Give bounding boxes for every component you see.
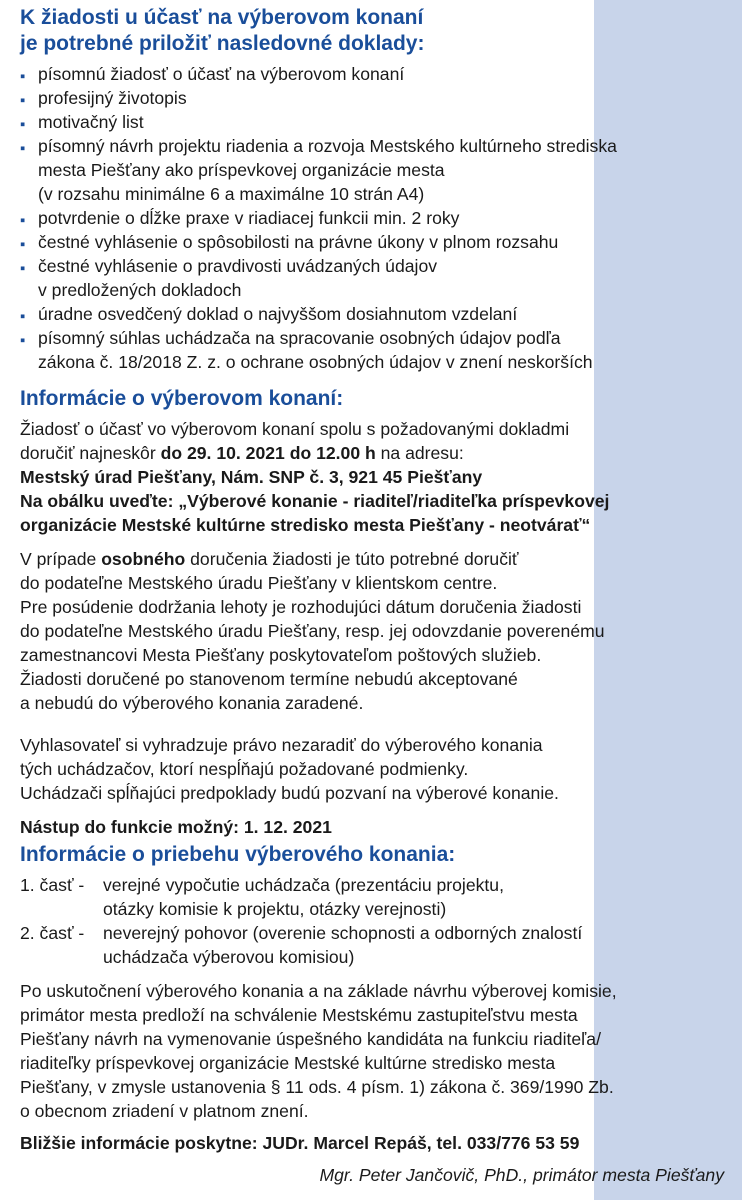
signature: Mgr. Peter Jančovič, PhD., primátor mesta Piešťany (319, 1165, 724, 1185)
deadline-date: do 29. 10. 2021 do 12.00 h (160, 443, 376, 463)
requirement-item: úradne osvedčený doklad o najvyššom dosiahnutom vzdelaní (38, 304, 518, 324)
requirement-item: písomný súhlas uchádzača na spracovanie osobných údajov podľa (38, 328, 561, 348)
bullet-icon: ▪ (20, 308, 26, 325)
bullet-icon: ▪ (20, 68, 26, 85)
envelope-line: Na obálku uveďte: „Výberové konanie - riaditeľ/riaditeľka príspevkovej (20, 491, 610, 511)
closing-line: Piešťany návrh na vymenovanie úspešného kandidáta na funkciu riaditeľa/ (20, 1029, 601, 1049)
deadline-line (20, 443, 464, 464)
closing-line: riaditeľky príspevkovej organizácie Mestské kultúrne stredisko mesta (20, 1053, 556, 1073)
paragraph-line: a nebudú do výberového konania zaradené. (20, 693, 364, 713)
closing-line: o obecnom zriadení v platnom znení. (20, 1101, 309, 1121)
part2-label: 2. časť - (20, 923, 85, 943)
paragraph-line: Žiadosti doručené po stanovenom termíne nebudú akceptované (20, 669, 518, 689)
requirement-item-continuation: v predložených dokladoch (38, 280, 242, 300)
requirement-item: písomný návrh projektu riadenia a rozvoja Mestského kultúrneho strediska (38, 136, 617, 156)
requirement-item: písomnú žiadosť o účasť na výberovom konaní (38, 64, 405, 84)
requirement-item-continuation: mesta Piešťany ako príspevkovej organizácie mesta (38, 160, 445, 180)
requirement-item: čestné vyhlásenie o spôsobilosti na právne úkony v plnom rozsahu (38, 232, 559, 252)
requirement-item: profesijný životopis (38, 88, 187, 108)
text-fragment-bold: osobného (101, 549, 186, 569)
bullet-icon: ▪ (20, 332, 26, 349)
requirement-item: motivačný list (38, 112, 144, 132)
requirement-item: čestné vyhlásenie o pravdivosti uvádzaných údajov (38, 256, 438, 276)
paragraph-line: Vyhlasovateľ si vyhradzuje právo nezaradiť do výberového konania (20, 735, 543, 755)
part1-text: otázky komisie k projektu, otázky verejnosti) (103, 899, 447, 919)
paragraph-line: Uchádzači spĺňajúci predpoklady budú pozvaní na výberové konanie. (20, 783, 559, 803)
requirement-item: potvrdenie o dĺžke praxe v riadiacej funkcii min. 2 roky (38, 208, 460, 228)
part2-text: neverejný pohovor (overenie schopnosti a odborných znalostí (103, 923, 583, 943)
bullet-icon: ▪ (20, 92, 26, 109)
closing-line: primátor mesta predloží na schválenie Mestskému zastupiteľstvu mesta (20, 1005, 578, 1025)
paragraph-line: zamestnancovi Mesta Piešťany poskytovateľom poštových služieb. (20, 645, 542, 665)
closing-line: Piešťany, v zmysle ustanovenia § 11 ods. 4 písm. 1) zákona č. 369/1990 Zb. (20, 1077, 614, 1097)
info-heading: Informácie o výberovom konaní: (20, 387, 344, 410)
paragraph-line: Pre posúdenie dodržania lehoty je rozhodujúci dátum doručenia žiadosti (20, 597, 582, 617)
text-fragment: V prípade (20, 549, 102, 569)
deadline-suffix: na adresu: (375, 443, 464, 463)
bullet-icon: ▪ (20, 260, 26, 277)
part2-text: uchádzača výberovou komisiou) (103, 947, 355, 967)
requirements-heading-line1: K žiadosti u účasť na výberovom konaní (20, 6, 424, 29)
paragraph-line: do podateľne Mestského úradu Piešťany, resp. jej odovzdanie poverenému (20, 621, 605, 641)
bullet-icon: ▪ (20, 116, 26, 133)
envelope-line: organizácie Mestské kultúrne stredisko mesta Piešťany - neotvárať“ (20, 515, 591, 535)
closing-line: Po uskutočnení výberového konania a na základe návrhu výberovej komisie, (20, 981, 617, 1001)
bullet-icon: ▪ (20, 212, 26, 229)
requirement-item-continuation: (v rozsahu minimálne 6 a maximálne 10 strán A4) (38, 184, 425, 204)
part1-label: 1. časť - (20, 875, 85, 895)
personal-delivery-line (20, 549, 519, 570)
part1-text: verejné vypočutie uchádzača (prezentáciu projektu, (103, 875, 504, 895)
info-line: Žiadosť o účasť vo výberovom konaní spolu s požadovanými dokladmi (20, 419, 570, 439)
bullet-icon: ▪ (20, 140, 26, 157)
address-line: Mestský úrad Piešťany, Nám. SNP č. 3, 921 45 Piešťany (20, 467, 483, 487)
contact-line: Bližšie informácie poskytne: JUDr. Marcel Repáš, tel. 033/776 53 59 (20, 1133, 580, 1153)
deadline-prefix: doručiť najneskôr (20, 443, 161, 463)
paragraph-line: do podateľne Mestského úradu Piešťany v klientskom centre. (20, 573, 498, 593)
paragraph-line: tých uchádzačov, ktorí nespĺňajú požadované podmienky. (20, 759, 469, 779)
requirement-item-continuation: zákona č. 18/2018 Z. z. o ochrane osobných údajov v znení neskorších (38, 352, 593, 372)
bullet-icon: ▪ (20, 236, 26, 253)
process-heading: Informácie o priebehu výberového konania: (20, 843, 456, 866)
text-fragment: doručenia žiadosti je túto potrebné doručiť (185, 549, 519, 569)
start-date-line: Nástup do funkcie možný: 1. 12. 2021 (20, 817, 332, 837)
requirements-heading-line2: je potrebné priložiť nasledovné doklady: (20, 32, 425, 55)
